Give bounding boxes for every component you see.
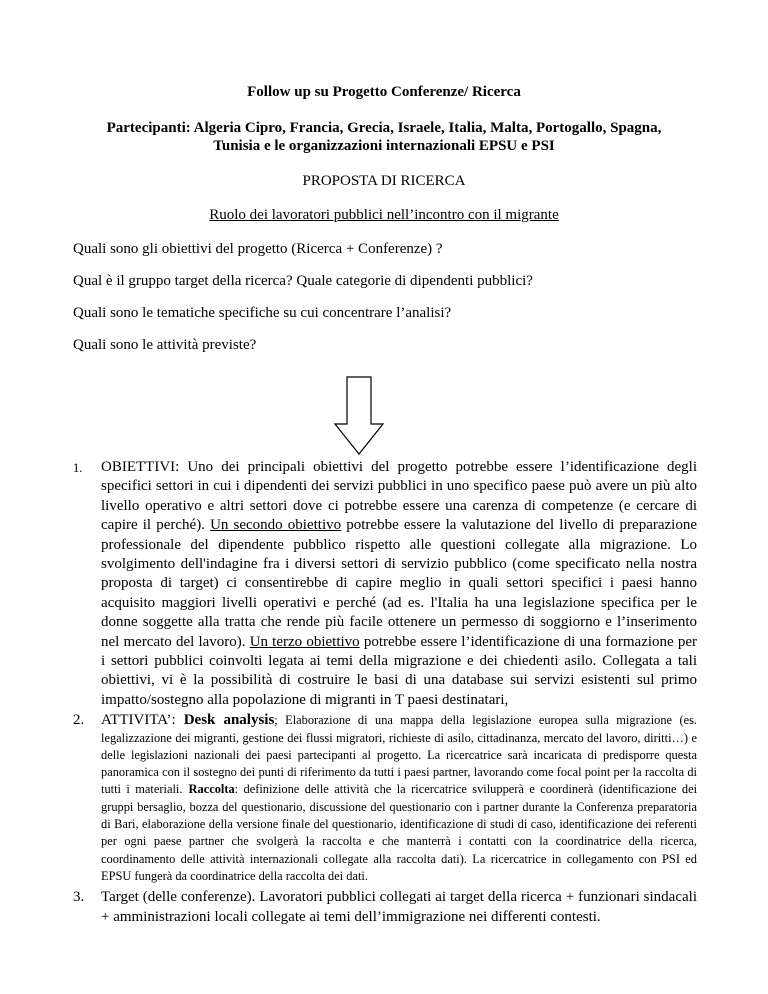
research-subtitle: Ruolo dei lavoratori pubblici nell’incontro con il migrante <box>209 207 559 223</box>
list-item-target <box>73 888 697 927</box>
question-objectives: Quali sono gli obiettivi del progetto (Ricerca + Conferenze) ? <box>73 241 443 257</box>
list-number: 1. <box>73 461 83 475</box>
activities-lead: ATTIVITA’: <box>101 712 176 729</box>
question-activities: Quali sono le attività previste? <box>73 337 257 353</box>
proposal-heading: PROPOSTA DI RICERCA <box>302 173 466 189</box>
list-item-activities <box>73 712 697 885</box>
list-item-objectives <box>73 458 697 710</box>
raccolta-label: Raccolta <box>188 782 235 797</box>
objectives-text-1: OBIETTIVI: Uno dei principali obiettivi del progetto potrebbe essere l’identificazione degli specifici settori in cui i dipendenti dei servizi pubblici in uno specifico paese può avere un più alto livello operativo e altri settori dove ci potrebbe essere una carenza di competenze (e cercare di capire il perché). <box>101 459 697 534</box>
objectives-text-3: potrebbe essere l’identificazione di una formazione per i settori pubblici coinvolti legata ai temi della migrazione e dei chiedenti asilo. Collegata a tali obiettivi, vi è la possibilità di costruire le basi di una database sui servizi esistenti sul primo impatto/sostegno alla popolazione di migranti in T paesi destinatari, <box>101 633 697 708</box>
target-text: Target (delle conferenze). Lavoratori pubblici collegati ai target della ricerca + funzionari sindacali + amministrazioni locali collegate ai temi dell’immigrazione nei differenti contesti. <box>101 889 697 925</box>
question-topics: Quali sono le tematiche specifiche su cui concentrare l’analisi? <box>73 305 452 321</box>
desk-analysis-text: ; Elaborazione di una mappa della legislazione europea sulla migrazione (es. legalizzazione dei migranti, gestione dei flussi migratori, richieste di asilo, cittadinanza, mercato del lavoro, diritti…) e delle legislazioni nazionali dei paesi partecipanti al progetto. La ricercatrice sarà incaricata di predisporre questa panoramica con il sostegno dei punti di riferimento da tutti i paesi partner, lavorando come focal point per la raccolta di tutti i materiali. <box>101 713 697 797</box>
second-objective-label: Un secondo obiettivo <box>210 517 342 534</box>
subtitle-row <box>60 206 708 224</box>
desk-analysis-label: Desk analysis <box>183 712 275 729</box>
participants-line-1: Partecipanti: Algeria Cipro, Francia, Grecia, Israele, Italia, Malta, Portogallo, Spagna, <box>106 120 662 136</box>
participants-line-2: Tunisia e le organizzazioni internazionali EPSU e PSI <box>213 138 555 154</box>
down-arrow-icon <box>333 376 385 456</box>
numbered-list <box>73 458 697 927</box>
list-number: 3. <box>73 889 85 906</box>
document-title: Follow up su Progetto Conferenze/ Ricerca <box>247 84 521 100</box>
third-objective-label: Un terzo obiettivo <box>249 633 360 650</box>
raccolta-text: : definizione delle attività che la ricercatrice svilupperà e coordinerà (identificazione dei gruppi bersaglio, bozza del questionario, discussione del questionario con i partner durante la Conferenza preparatoria di Bari, elaborazione della versione finale del questionario, identificazione di studi di caso, identificazione dei referenti per ogni paese partner che svolgerà la raccolta e che manterrà i contatti con la coordinatrice della ricerca, coordinamento delle attività internazionali collegate alla raccolta dati). La ricercatrice in collegamento con PSI ed EPSU fungerà da coordinatrice della raccolta dei dati. <box>101 782 698 883</box>
list-number: 2. <box>73 712 85 729</box>
objectives-text-2: potrebbe essere la valutazione del livello di preparazione professionale del dipendente pubblico rispetto alle questioni collegate alla migrazione. Lo svolgimento dell'indagine fra i diversi settori di servizio pubblico (come specificato nella nostra proposta di target) ci consentirebbe di capire meglio in quali settori specifici i paesi hanno acquisito maggiori livelli operativi e perché (ad es. l'Italia ha una legislazione specifica per le donne soggette alla tratta che rende più facile ottenere un permesso di soggiorno e l’inserimento nel mercato del lavoro). <box>101 517 697 650</box>
question-target: Qual è il gruppo target della ricerca? Quale categorie di dipendenti pubblici? <box>73 273 533 289</box>
